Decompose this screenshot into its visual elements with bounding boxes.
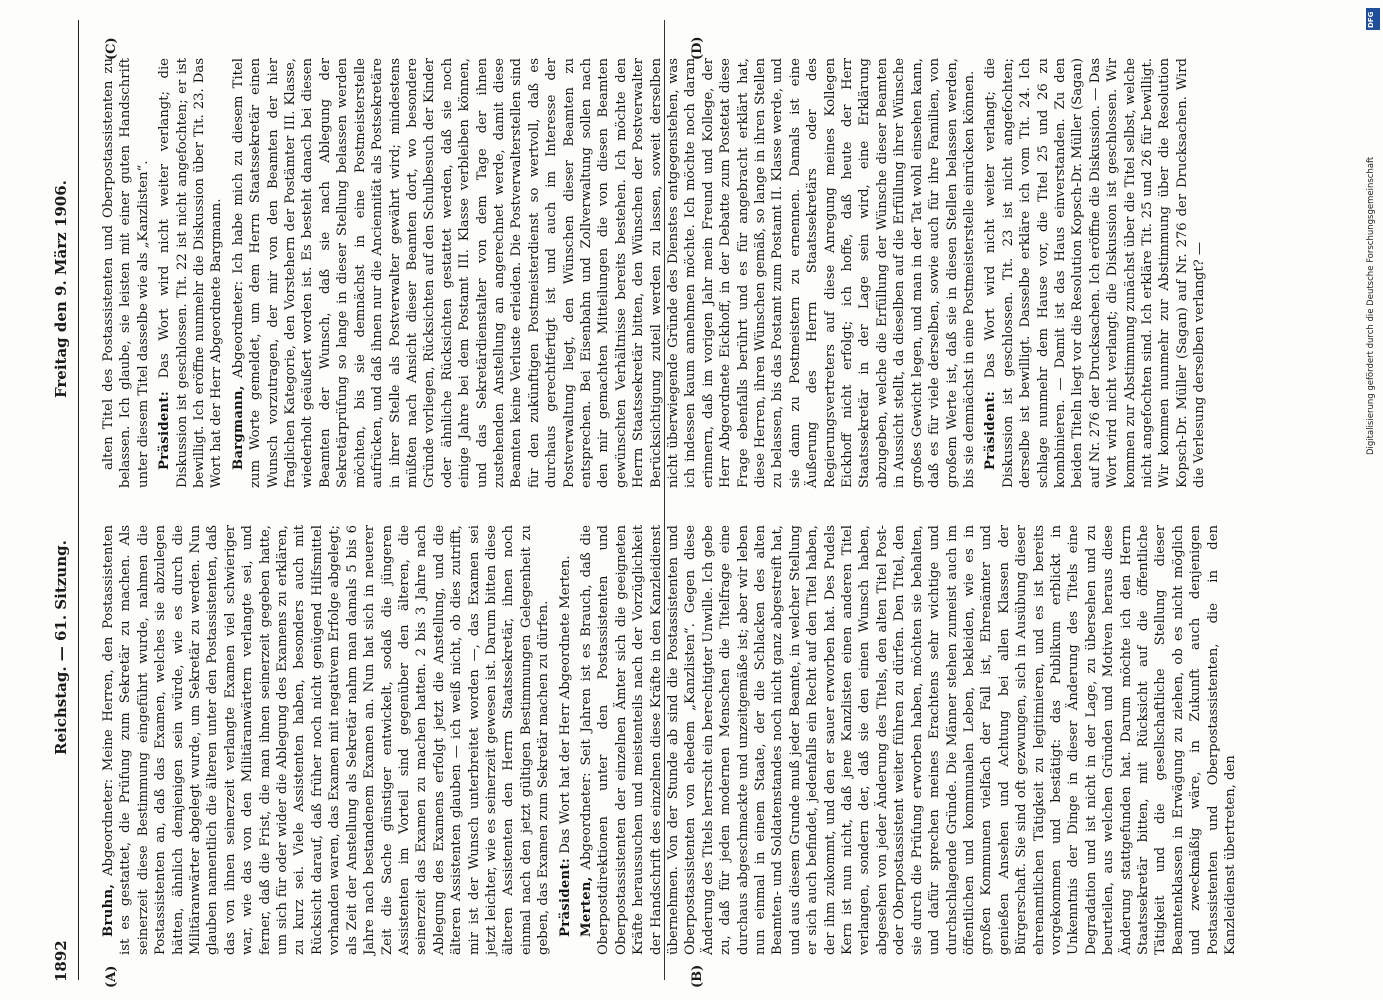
- page-number: 1892: [52, 940, 70, 982]
- paragraph-text: Abgeordneter: Ich habe mich zu diesem Titel zum Worte gemeldet, um dem Herrn Staatssekretär einen Wunsch vorzutragen, der mir von den Beamten der hier fraglichen Kategorie, den Vorstehern der Postämter III. Klasse, wiederholt geäußert worden ist. Es besteht danach bei diesen Beamten der Wunsch, daß sie nach Ablegung der Sekretärprüfung so lange in dieser Stellung belassen werden möchten, bis sie demnächst in eine Postmeisterstelle aufrücken, und daß ihnen nur die Anciennität als Postsekretäre in ihrer Stelle als Postverwalter gewährt wird; mindestens müßten nach Ansicht dieser Beamten dort, wo besondere Gründe vorliegen, Rücksichten auf den Schulbesuch der Kinder oder ähnliche Rücksichten gestattet werden, daß sie noch einige Jahre bei dem Postamt III. Klasse verbleiben können, und das Sekretärdienstalter von dem Tage der ihnen zustehenden Anstellung an angerechnet werde, damit diese Beamten keine Verluste erleiden. Die Postverwalterstellen sind für den zukünftigen Postmeisterdienst so wertvoll, daß es durchaus gerechtfertigt ist und auch im Interesse der Postverwaltung liegt, den Wünschen dieser Beamten zu entsprechen. Bei Eisenbahn und Zollverwaltung sollen nach den mir gemachten Mitteilungen die von diesen Beamten gewünschten Verhältnisse bereits bestehen. Ich möchte den Herrn Staatssekretär bitten, den Wünschen der Postverwalter Berücksichtigung zuteil werden zu lassen, soweit derselben nicht überwiegende Gründe des Dienstes entgegenstehen, was ich indessen kaum annehmen möchte. Ich möchte noch daran erinnern, daß im vorigen Jahr mein Freund und Kollege, der Herr Abgeordnete Eickhoff, in der Debatte zum Postetat diese Frage ebenfalls berührt und es für angebracht erklärt hat, diese Herren, ihren Wünschen gemäß, so lange in ihren Stellen zu belassen, bis das Postamt zum Postamt II. Klasse werde, und sie dann zu Postmeistern zu ernennen. Damals ist eine Äußerung des Herrn Staatssekretärs oder des Regierungsvertreters auf diese Anregung meines Kollegen Eickhoff nicht erfolgt; ich hoffe, daß heute der Herr Staatssekretär in der Lage sein wird, eine Erklärung abzugeben, welche die Erfüllung der Wünsche dieser Beamten in Aussicht stellt, da dieselben auf die Erfüllung ihrer Wünsche großes Gewicht legen, und man in der Tat wohl einsehen kann, daß es für viele derselben, sowie auch für ihre Familien, von großem Werte ist, daß sie in diesen Stellen belassen werden, bis sie demnächst in eine Postmeisterstelle einrücken können.: [230, 58, 977, 488]
- paragraph: [230, 58, 978, 488]
- speaker-name: Präsident:: [557, 857, 573, 937]
- marker-d: (D): [690, 36, 705, 60]
- digitization-note: Digitalisierung gefördert durch die Deutsche Forschungsgemeinschaft: [1366, 156, 1376, 455]
- speaker-name: Bruhn,: [101, 883, 116, 937]
- left-column: [100, 525, 1238, 955]
- paragraph: [557, 525, 574, 955]
- session-date: Freitag den 9. März 1906.: [52, 180, 70, 398]
- speaker-name: Präsident:: [157, 390, 173, 470]
- dfg-logo: [1366, 8, 1380, 30]
- marker-a: (A): [104, 965, 119, 988]
- dfg-logo-text: DFG: [1367, 11, 1375, 28]
- paragraph-text: Abgeordneter: Seit Jahren ist es Brauch, daß die Oberpostdirektionen unter den Postassistenten und Oberpostassistenten der einzelnen Ämter sich die geeigneten Kräfte heraussuchen und meistenteils nach der Vorzüglichkeit der Handschrift des einzelnen diese Kräfte in den Kanzleidienst übernehmen. Von der Stunde ab sind die Postassistenten und Oberpostassistenten von ehedem „Kanzlisten“. Gegen diese Änderung des Titels herrscht ein berechtigter Unwille. Ich gebe zu, daß für jeden modernen Menschen die Titelfrage eine durchaus abgeschmackte und unzeitgemäße ist; aber wir leben nun einmal in einem Staate, der die Schlacken des alten Beamten- und Soldatenstandes noch nicht ganz abgestreift hat, und aus diesem Grunde muß jeder Beamte, in welcher Stellung er sich auch befindet, jedenfalls ein Recht auf den Titel haben, der ihm zukommt, und den er sauer erworben hat. Des Pudels Kern ist nun nicht, daß jene Kanzlisten einen anderen Titel verlangen, sondern der, daß sie den einen Wunsch haben, abgesehen von jeder Änderung des Titels, den alten Titel Post- oder Oberpostassistent weiter führen zu dürfen. Den Titel, den sie durch die Prüfung erworben haben, möchten sie behalten, und dafür sprechen meines Erachtens sehr wichtige und durchschlagende Gründe. Die Männer stehen zumeist auch im öffentlichen und kommunalen Leben, bekleiden, wie es in großen Kommunen vielfach der Fall ist, Ehrenämter und genießen Ansehen und Achtung bei allen Klassen der Bürgerschaft. Sie sind oft gezwungen, sich in Ausübung dieser ehrenamtlichen Tätigkeit zu legitimieren, und es ist bereits vorgekommen und bestätigt: das Publikum erblickt in Unkenntnis der Dinge in dieser Änderung des Titels eine Degradation und ist nicht in der Lage, zu übersehen und zu beurteilen, aus welchen Gründen und Motiven heraus diese Änderung stattgefunden hat. Darum möchte ich den Herrn Staatssekretär bitten, mit Rücksicht auf die öffentliche Tätigkeit und die gesellschaftliche Stellung dieser Beamtenklassen in Erwägung zu ziehen, ob es nicht möglich und zweckmäßig wäre, in Zukunft auch denjenigen Postassistenten und Oberpostassistenten, die in den Kanzleidienst übertreten, den: [578, 525, 1238, 955]
- session-title: Reichstag. — 61. Sitzung.: [52, 540, 70, 755]
- paragraph-text: Das Wort wird nicht weiter verlangt; die Diskussion ist geschlossen. Tit. 22 ist nicht angefochten; er ist bewilligt. Ich eröffne nunmehr die Diskussion über Tit. 23. Das Wort hat der Herr Abgeordnete Bargmann.: [157, 58, 225, 488]
- paragraph-text: Das Wort wird nicht weiter verlangt; die Diskussion ist geschlossen. Tit. 23 ist nicht angefochten; derselbe ist bewilligt. Dasselbe erkläre ich vom Tit. 24. Ich schlage nunmehr dem Hause vor, die Titel 25 und 26 zu kombinieren. — Damit ist das Haus einverstanden. Zu den beiden Titeln liegt vor die Resolution Kopsch-Dr. Müller (Sagan) auf Nr. 276 der Drucksachen. Ich eröffne die Diskussion. — Das Wort wird nicht verlangt; die Diskussion ist geschlossen. Wir kommen zur Abstimmung zunächst über die Titel selbst, welche nicht angefochten sind. Ich erkläre Tit. 25 und 26 für bewilligt. Wir kommen nunmehr zur Abstimmung über die Resolution Kopsch-Dr. Müller (Sagan) auf Nr. 276 der Drucksachen. Wird die Verlesung derselben verlangt? —: [983, 58, 1208, 488]
- paragraph: [578, 525, 1239, 955]
- paragraph: [100, 525, 553, 955]
- paragraph: [156, 58, 226, 488]
- header-rule: [78, 20, 79, 980]
- paragraph-text: Das Wort hat der Herr Abgeordnete Merten.: [557, 555, 573, 854]
- right-column: [100, 58, 1208, 488]
- marker-c: (C): [104, 37, 119, 60]
- paragraph-text: alten Titel des Postassistenten und Oberpostassistenten zu belassen. Ich glaube, sie leisten mit einer guten Handschrift unter diesem Titel dasselbe wie als „Kanzlisten“.: [101, 58, 151, 488]
- speaker-name: Merten,: [578, 876, 594, 937]
- marker-b: (B): [690, 964, 705, 988]
- speaker-name: Präsident:: [983, 390, 999, 470]
- paragraph: [100, 58, 152, 488]
- speaker-name: Bargmann,: [230, 385, 246, 470]
- paragraph: [982, 58, 1208, 488]
- paragraph-text: Abgeordneter: Meine Herren, den Postassistenten ist es gestattet, die Prüfung zum Sekretär zu machen. Als seinerzeit diese Bestimmung eingeführt wurde, nahmen die Postassistenten an, daß das Examen, welches sie abzulegen hätten, ähnlich demjenigen sein würde, wie es durch die Militäranwärter abgelegt wurde, um Sekretär zu werden. Nun glauben namentlich die älteren unter den Postassistenten, daß das von ihnen seinerzeit verlangte Examen viel schwieriger war, wie das von den Militäranwärtern verlangte sei, und ferner, daß die Frist, die man ihnen seinerzeit gegeben hatte, um sich für oder wider die Ablegung des Examens zu erklären, zu kurz sei. Viele Assistenten haben, besonders auch mit Rücksicht darauf, daß früher noch nicht genügend Hilfsmittel vorhanden waren, das Examen mit negativem Erfolge abgelegt; als Zeit der Anstellung als Sekretär nahm man damals 5 bis 6 Jahre nach bestandenem Examen an. Nun hat sich in neuerer Zeit die Sache günstiger entwickelt, sodaß die jüngeren Assistenten im Vorteil sind gegenüber den älteren, die seinerzeit das Examen zu machen hatten. 2 bis 3 Jahre nach Ablegung des Examens erfolgt jetzt die Anstellung, und die älteren Assistenten glauben — ich weiß nicht, ob dies zutrifft, mir ist der Wunsch unterbreitet worden —, das Examen sei jetzt leichter, wie es seinerzeit gewesen ist. Darum bitten diese älteren Assistenten den Herrn Staatssekretär, ihnen noch einmal nach den jetzt gültigen Bestimmungen Gelegenheit zu geben, das Examen zum Sekretär machen zu dürfen.: [101, 525, 552, 955]
